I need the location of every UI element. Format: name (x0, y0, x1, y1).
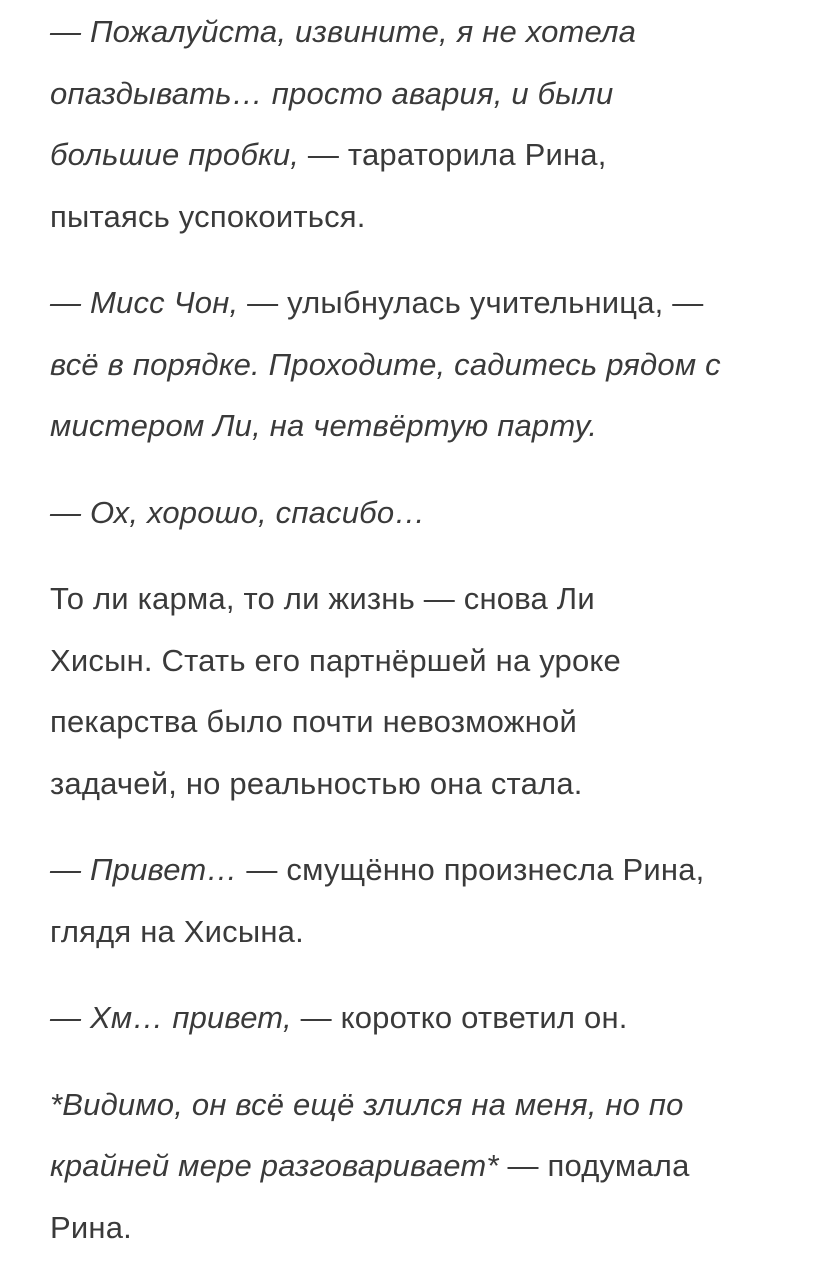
italic-segment: *Видимо, он всё ещё злился на меня, но по (50, 1086, 684, 1122)
text-line (50, 839, 770, 901)
text-line (50, 901, 770, 963)
paragraph (50, 482, 770, 544)
text-line (50, 753, 770, 815)
text-line (50, 186, 770, 248)
italic-segment: — Ох, хорошо, спасибо… (50, 494, 426, 530)
italic-segment: — Хм… привет, (50, 1000, 292, 1035)
text-line (50, 630, 770, 692)
paragraph (50, 272, 770, 457)
paragraph-gap (50, 543, 770, 568)
text-segment: задачей, но реальностью она стала. (50, 765, 583, 801)
italic-segment: крайней мере разговаривает* (50, 1148, 499, 1183)
text-line (50, 1135, 770, 1197)
text-segment: — коротко ответил он. (291, 1000, 628, 1035)
paragraph-gap (50, 1049, 770, 1074)
text-segment: — смущённо произнесла Рина, (237, 852, 705, 887)
text-line (50, 1, 770, 63)
paragraph (50, 1074, 770, 1259)
italic-segment: опаздывать… просто авария, и были (50, 75, 614, 111)
text-segment: — улыбнулась учительница, — (238, 285, 704, 320)
text-segment: То ли карма, то ли жизнь — снова Ли (50, 581, 595, 616)
text-line (50, 272, 770, 334)
text-segment: Хисын. Стать его партнёршей на уроке (50, 642, 621, 678)
text-line (50, 482, 770, 544)
text-line (50, 691, 770, 753)
paragraph-gap (50, 457, 770, 482)
italic-segment: — Привет… (50, 852, 238, 887)
text-line (50, 1074, 770, 1136)
paragraph (50, 568, 770, 814)
paragraph (50, 1, 770, 247)
paragraph-gap (50, 247, 770, 272)
paragraph-gap (50, 962, 770, 987)
text-line (50, 395, 770, 457)
text-line (50, 987, 770, 1049)
paragraph (50, 839, 770, 962)
text-segment: пытаясь успокоиться. (50, 198, 366, 234)
text-segment: глядя на Хисына. (50, 913, 304, 949)
italic-segment: мистером Ли, на четвёртую парту. (50, 408, 598, 443)
paragraph (50, 987, 770, 1049)
text-segment: пекарства было почти невозможной (50, 704, 577, 739)
text-line (50, 568, 770, 630)
text-segment: — подумала (498, 1148, 690, 1183)
text-segment: Рина. (50, 1209, 132, 1245)
italic-segment: — Мисс Чон, (50, 285, 239, 320)
text-line (50, 63, 770, 125)
story-text (50, 0, 770, 1258)
italic-segment: большие пробки, (50, 137, 300, 172)
text-line (50, 1197, 770, 1259)
paragraph-gap (50, 814, 770, 839)
italic-segment: — Пожалуйста, извините, я не хотела (50, 14, 637, 49)
text-line (50, 334, 770, 396)
italic-segment: всё в порядке. Проходите, садитесь рядом с (50, 346, 721, 382)
text-segment: — тараторила Рина, (299, 137, 607, 172)
text-line (50, 124, 770, 186)
